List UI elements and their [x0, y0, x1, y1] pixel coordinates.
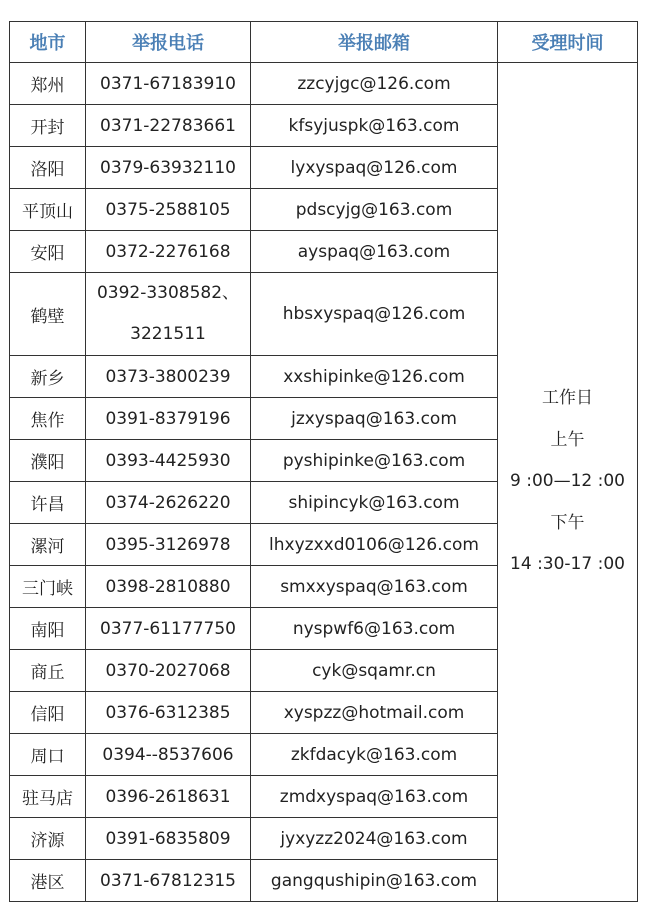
city-cell: 平顶山: [10, 189, 86, 231]
phone-cell: 0371-22783661: [86, 105, 251, 147]
email-cell: cyk@sqamr.cn: [251, 650, 498, 692]
phone-cell: 0391-6835809: [86, 818, 251, 860]
hours-afternoon-label: 下午: [550, 512, 585, 533]
city-cell: 济源: [10, 818, 86, 860]
phone-cell: [86, 273, 251, 356]
phone-cell: 0395-3126978: [86, 524, 251, 566]
email-cell: xxshipinke@126.com: [251, 356, 498, 398]
phone-cell: 0379-63932110: [86, 147, 251, 189]
phone-cell: 0394--8537606: [86, 734, 251, 776]
city-cell: 信阳: [10, 692, 86, 734]
table-row: [10, 63, 638, 105]
city-cell: 开封: [10, 105, 86, 147]
email-cell: pdscyjg@163.com: [251, 189, 498, 231]
city-cell: 南阳: [10, 608, 86, 650]
phone-cell: 0370-2027068: [86, 650, 251, 692]
email-cell: zmdxyspaq@163.com: [251, 776, 498, 818]
email-cell: jzxyspaq@163.com: [251, 398, 498, 440]
city-cell: 洛阳: [10, 147, 86, 189]
header-time: 受理时间: [498, 22, 638, 63]
hours-cell: [498, 63, 638, 902]
phone-cell: 0372-2276168: [86, 231, 251, 273]
email-cell: pyshipinke@163.com: [251, 440, 498, 482]
phone-line-2: 3221511: [130, 324, 206, 344]
phone-cell: 0393-4425930: [86, 440, 251, 482]
city-cell: 驻马店: [10, 776, 86, 818]
header-email: 举报邮箱: [251, 22, 498, 63]
email-cell: gangqushipin@163.com: [251, 860, 498, 902]
phone-cell: 0373-3800239: [86, 356, 251, 398]
email-cell: jyxyzz2024@163.com: [251, 818, 498, 860]
header-phone: 举报电话: [86, 22, 251, 63]
email-cell: ayspaq@163.com: [251, 231, 498, 273]
email-cell: shipincyk@163.com: [251, 482, 498, 524]
hours-morning-label: 上午: [550, 429, 585, 450]
hours-workday: 工作日: [542, 388, 593, 409]
city-cell: 焦作: [10, 398, 86, 440]
city-cell: 商丘: [10, 650, 86, 692]
email-cell: xyspzz@hotmail.com: [251, 692, 498, 734]
email-cell: smxxyspaq@163.com: [251, 566, 498, 608]
city-cell: 鹤壁: [10, 273, 86, 356]
phone-cell: 0391-8379196: [86, 398, 251, 440]
city-cell: 三门峡: [10, 566, 86, 608]
phone-line-1: 0392-3308582、: [96, 283, 240, 303]
city-cell: 郑州: [10, 63, 86, 105]
phone-cell: 0374-2626220: [86, 482, 251, 524]
city-cell: 周口: [10, 734, 86, 776]
email-cell: lyxyspaq@126.com: [251, 147, 498, 189]
phone-cell: 0396-2618631: [86, 776, 251, 818]
email-cell: kfsyjuspk@163.com: [251, 105, 498, 147]
report-contact-table: [9, 21, 638, 902]
city-cell: 漯河: [10, 524, 86, 566]
email-cell: hbsxyspaq@126.com: [251, 273, 498, 356]
email-cell: zzcyjgc@126.com: [251, 63, 498, 105]
phone-cell: 0377-61177750: [86, 608, 251, 650]
phone-cell: 0371-67812315: [86, 860, 251, 902]
city-cell: 安阳: [10, 231, 86, 273]
email-cell: lhxyzxxd0106@126.com: [251, 524, 498, 566]
email-cell: nyspwf6@163.com: [251, 608, 498, 650]
hours-afternoon-range: 14 :30-17 :00: [510, 554, 625, 575]
city-cell: 港区: [10, 860, 86, 902]
city-cell: 新乡: [10, 356, 86, 398]
hours-morning-range: 9 :00—12 :00: [510, 471, 625, 492]
header-city: 地市: [10, 22, 86, 63]
city-cell: 濮阳: [10, 440, 86, 482]
phone-cell: 0398-2810880: [86, 566, 251, 608]
phone-cell: 0375-2588105: [86, 189, 251, 231]
city-cell: 许昌: [10, 482, 86, 524]
phone-cell: 0376-6312385: [86, 692, 251, 734]
email-cell: zkfdacyk@163.com: [251, 734, 498, 776]
phone-cell: 0371-67183910: [86, 63, 251, 105]
header-row: [10, 22, 638, 63]
